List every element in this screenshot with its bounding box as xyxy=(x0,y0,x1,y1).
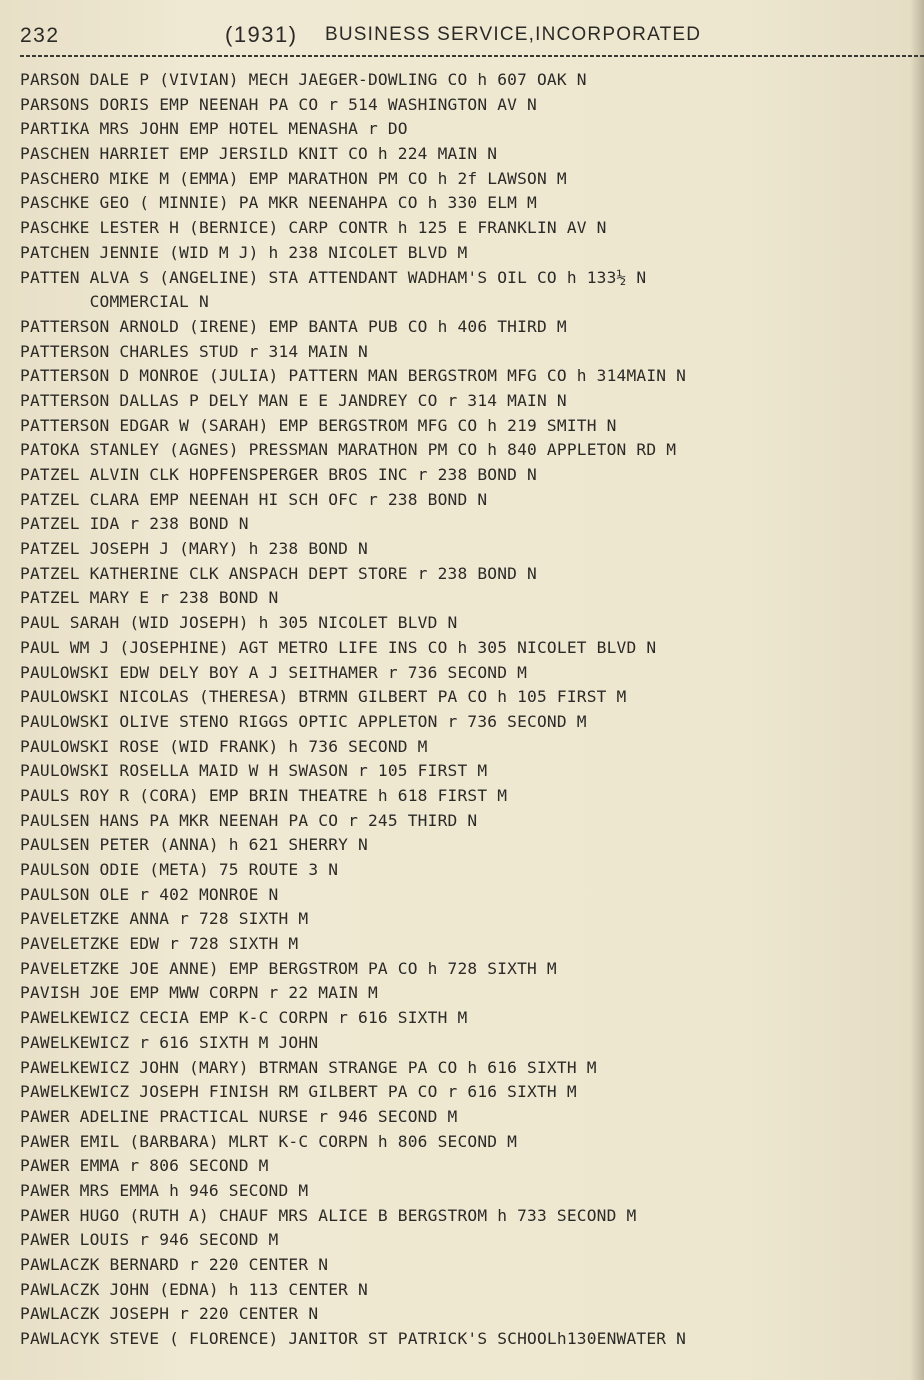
directory-entry: PAULOWSKI NICOLAS (THERESA) BTRMN GILBERT PA CO h 105 FIRST M xyxy=(20,687,627,707)
page-number: 232 xyxy=(20,24,60,47)
directory-entry: PAUL SARAH (WID JOSEPH) h 305 NICOLET BLVD N xyxy=(20,613,458,633)
directory-entry: PAULSEN HANS PA MKR NEENAH PA CO r 245 THIRD N xyxy=(20,810,478,830)
directory-entry: PAULS ROY R (CORA) EMP BRIN THEATRE h 618 FIRST M xyxy=(20,785,508,805)
directory-entry: PAULSEN PETER (ANNA) h 621 SHERRY N xyxy=(20,835,368,855)
directory-entry: PATZEL CLARA EMP NEENAH HI SCH OFC r 238 BOND N xyxy=(20,489,488,509)
directory-entry: PASCHERO MIKE M (EMMA) EMP MARATHON PM CO h 2f LAWSON M xyxy=(20,168,567,188)
directory-entry: PASCHEN HARRIET EMP JERSILD KNIT CO h 224 MAIN N xyxy=(20,144,498,164)
directory-entry: PATTERSON EDGAR W (SARAH) EMP BERGSTROM MFG CO h 219 SMITH N xyxy=(20,415,617,435)
directory-entry: PATZEL JOSEPH J (MARY) h 238 BOND N xyxy=(20,539,368,559)
directory-entry: PATTERSON DALLAS P DELY MAN E E JANDREY CO r 314 MAIN N xyxy=(20,390,567,410)
publisher-name: BUSINESS SERVICE,INCORPORATED xyxy=(325,24,702,45)
directory-entry: PARSON DALE P (VIVIAN) MECH JAEGER-DOWLING CO h 607 OAK N xyxy=(20,70,587,89)
directory-entry: PATZEL IDA r 238 BOND N xyxy=(20,514,249,534)
directory-entry: PATTERSON D MONROE (JULIA) PATTERN MAN BERGSTROM MFG CO h 314MAIN N xyxy=(20,366,687,386)
directory-entry: PAWELKEWICZ JOHN (MARY) BTRMAN STRANGE PA CO h 616 SIXTH M xyxy=(20,1057,597,1077)
directory-entry: PARTIKA MRS JOHN EMP HOTEL MENASHA r DO xyxy=(20,119,408,139)
directory-entry: PARSONS DORIS EMP NEENAH PA CO r 514 WASHINGTON AV N xyxy=(20,94,538,114)
directory-entry: PAULOWSKI OLIVE STENO RIGGS OPTIC APPLETON r 736 SECOND M xyxy=(20,711,587,731)
directory-entry: PAWELKEWICZ CECIA EMP K-C CORPN r 616 SIXTH M xyxy=(20,1008,468,1028)
directory-entry: PAVELETZKE ANNA r 728 SIXTH M xyxy=(20,909,309,929)
directory-entry: PAWER EMMA r 806 SECOND M xyxy=(20,1156,269,1176)
directory-entry: PATZEL ALVIN CLK HOPFENSPERGER BROS INC r 238 BOND N xyxy=(20,465,538,484)
directory-entry: PATZEL KATHERINE CLK ANSPACH DEPT STORE r 238 BOND N xyxy=(20,563,538,583)
page-header xyxy=(20,20,920,54)
directory-entries xyxy=(20,68,920,1352)
directory-entry: PAWER ADELINE PRACTICAL NURSE r 946 SECOND M xyxy=(20,1106,458,1126)
directory-entry: PAWLACZK JOSEPH r 220 CENTER N xyxy=(20,1304,319,1324)
directory-entry: PAVELETZKE EDW r 728 SIXTH M xyxy=(20,934,299,954)
directory-entry: PAULSON ODIE (META) 75 ROUTE 3 N xyxy=(20,860,339,879)
directory-entry: PAUL WM J (JOSEPHINE) AGT METRO LIFE INS CO h 305 NICOLET BLVD N xyxy=(20,637,657,657)
directory-entry: PAWELKEWICZ JOSEPH FINISH RM GILBERT PA CO r 616 SIXTH M xyxy=(20,1082,577,1102)
directory-entry: PAWER LOUIS r 946 SECOND M xyxy=(20,1230,279,1250)
directory-entry: PATZEL MARY E r 238 BOND N xyxy=(20,588,279,608)
directory-entry: PAWLACZK BERNARD r 220 CENTER N xyxy=(20,1255,329,1274)
directory-entry: PATTERSON CHARLES STUD r 314 MAIN N xyxy=(20,341,368,361)
directory-entry-continuation: COMMERCIAL N xyxy=(89,292,209,312)
directory-entry: PATOKA STANLEY (AGNES) PRESSMAN MARATHON PM CO h 840 APPLETON RD M xyxy=(20,440,677,460)
directory-entry: PAULOWSKI ROSELLA MAID W H SWASON r 105 FIRST M xyxy=(20,761,488,781)
directory-entry: PAULSON OLE r 402 MONROE N xyxy=(20,884,279,904)
directory-entry: PAVELETZKE JOE ANNE) EMP BERGSTROM PA CO h 728 SIXTH M xyxy=(20,958,557,978)
directory-entry: PATTERSON ARNOLD (IRENE) EMP BANTA PUB CO h 406 THIRD M xyxy=(20,316,567,336)
directory-entry: PATCHEN JENNIE (WID M J) h 238 NICOLET BLVD M xyxy=(20,242,468,262)
directory-entry: PAWER MRS EMMA h 946 SECOND M xyxy=(20,1180,309,1200)
directory-year: (1931) xyxy=(225,22,298,47)
directory-entry: PAWLACYK STEVE ( FLORENCE) JANITOR ST PATRICK'S SCHOOLh130ENWATER N xyxy=(20,1329,687,1349)
directory-entry: PAVISH JOE EMP MWW CORPN r 22 MAIN M xyxy=(20,983,378,1003)
directory-entry: PAWELKEWICZ r 616 SIXTH M JOHN xyxy=(20,1032,319,1052)
directory-entry: PATTEN ALVA S (ANGELINE) STA ATTENDANT WADHAM'S OIL CO h 133½ N xyxy=(20,267,647,287)
header-rule xyxy=(20,55,924,57)
directory-entry: PAWER EMIL (BARBARA) MLRT K-C CORPN h 806 SECOND M xyxy=(20,1131,518,1151)
directory-entry: PASCHKE GEO ( MINNIE) PA MKR NEENAHPA CO h 330 ELM M xyxy=(20,193,538,213)
directory-entry: PAULOWSKI ROSE (WID FRANK) h 736 SECOND M xyxy=(20,736,428,756)
directory-entry: PAULOWSKI EDW DELY BOY A J SEITHAMER r 736 SECOND M xyxy=(20,662,528,682)
directory-entry: PAWLACZK JOHN (EDNA) h 113 CENTER N xyxy=(20,1279,368,1299)
directory-entry: PAWER HUGO (RUTH A) CHAUF MRS ALICE B BERGSTROM h 733 SECOND M xyxy=(20,1205,637,1225)
directory-entry: PASCHKE LESTER H (BERNICE) CARP CONTR h 125 E FRANKLIN AV N xyxy=(20,218,607,238)
